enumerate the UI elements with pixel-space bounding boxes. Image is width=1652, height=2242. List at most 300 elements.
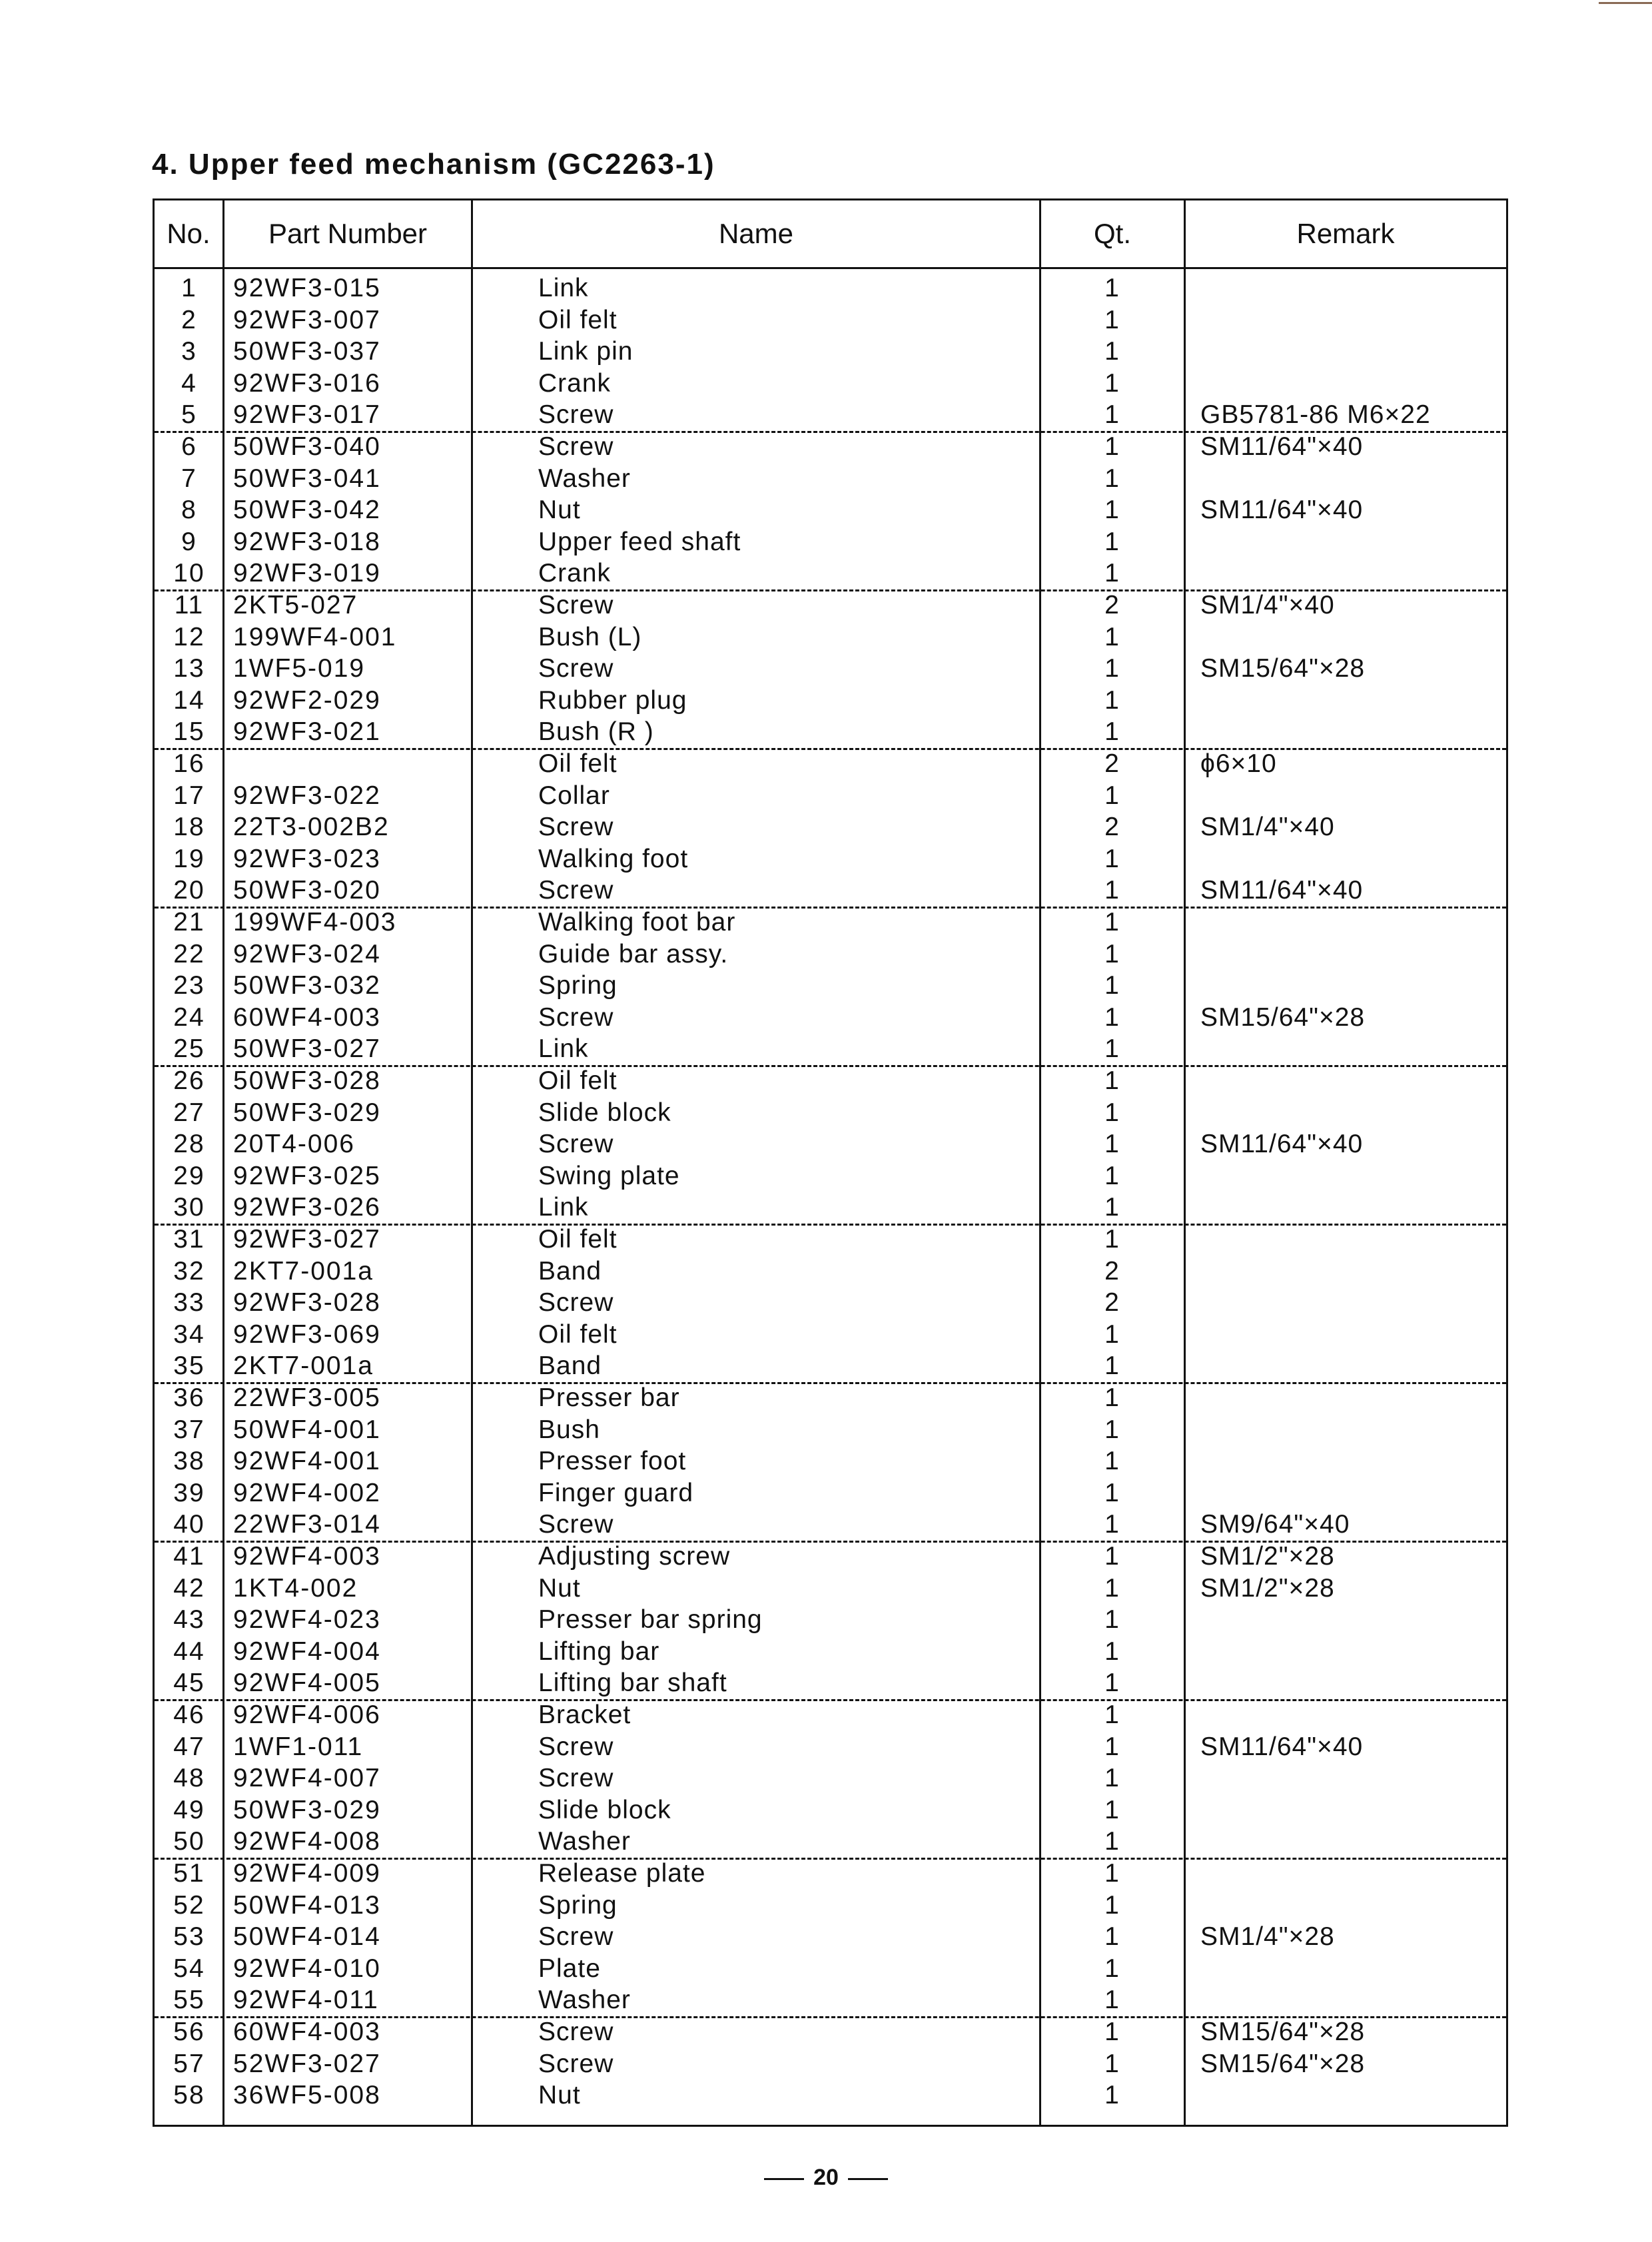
row-part-number: 92WF4-011 [233, 1986, 379, 2015]
table-row [155, 811, 1506, 843]
row-no: 23 [173, 971, 205, 1000]
row-qt: 1 [1104, 368, 1120, 398]
table-row [155, 431, 1506, 463]
row-remark: SM11/64"×40 [1200, 876, 1364, 905]
row-qt: 1 [1104, 1383, 1120, 1412]
row-qt: 1 [1104, 1922, 1120, 1952]
row-part-number: 92WF3-027 [233, 1225, 381, 1254]
row-no: 19 [173, 844, 205, 873]
row-part-number: 20T4-006 [233, 1130, 355, 1159]
row-part-number: 92WF3-018 [233, 527, 381, 556]
table-row [155, 494, 1506, 526]
table-row [155, 399, 1506, 433]
row-no: 41 [173, 1542, 205, 1571]
table-row [155, 1382, 1506, 1414]
row-no: 47 [173, 1732, 205, 1761]
row-qt: 2 [1104, 591, 1120, 619]
row-no: 58 [173, 2081, 205, 2110]
row-qt: 1 [1104, 1510, 1120, 1539]
row-no: 43 [173, 1605, 205, 1635]
row-no: 40 [173, 1510, 205, 1539]
row-no: 2 [181, 305, 197, 334]
table-row [155, 1287, 1506, 1319]
table-row [155, 1826, 1506, 1860]
row-remark: SM15/64"×28 [1200, 654, 1366, 683]
row-name: Upper feed shaft [538, 527, 741, 556]
row-name: Screw [538, 654, 614, 683]
table-row [155, 1636, 1506, 1668]
row-qt: 1 [1104, 559, 1120, 588]
row-remark: ϕ6×10 [1200, 749, 1277, 778]
row-no: 11 [174, 591, 205, 619]
row-name: Screw [538, 2049, 614, 2078]
row-no: 8 [181, 496, 197, 525]
table-row [155, 1541, 1506, 1573]
row-qt: 1 [1104, 1954, 1120, 1983]
row-no: 55 [173, 1986, 205, 2015]
row-name: Oil felt [538, 1066, 618, 1095]
row-qt: 1 [1104, 654, 1120, 683]
row-no: 42 [173, 1573, 205, 1603]
row-qt: 1 [1104, 1415, 1120, 1444]
table-row [155, 1065, 1506, 1097]
table-row [155, 336, 1506, 368]
row-name: Band [538, 1256, 602, 1286]
table-row [155, 1699, 1506, 1731]
row-name: Screw [538, 813, 614, 842]
row-part-number: 92WF4-004 [233, 1637, 381, 1666]
row-no: 1 [181, 274, 197, 302]
section-title: 4. Upper feed mechanism (GC2263-1) [152, 148, 715, 181]
row-qt: 1 [1104, 1447, 1120, 1476]
row-name: Link [538, 274, 589, 302]
table-row [155, 272, 1506, 304]
row-qt: 1 [1104, 908, 1120, 936]
row-qt: 1 [1104, 1637, 1120, 1666]
row-name: Nut [538, 2081, 581, 2110]
row-qt: 1 [1104, 1890, 1120, 1920]
row-remark: SM11/64"×40 [1200, 1130, 1364, 1159]
row-part-number: 2KT7-001a [233, 1351, 374, 1381]
table-row [155, 1890, 1506, 1922]
row-part-number: 199WF4-003 [233, 908, 397, 936]
row-part-number: 50WF3-027 [233, 1034, 381, 1064]
table-row [155, 1477, 1506, 1509]
row-name: Bush [538, 1415, 600, 1444]
row-part-number: 50WF3-041 [233, 464, 381, 493]
row-name: Walking foot [538, 844, 689, 873]
row-qt: 1 [1104, 1764, 1120, 1793]
row-part-number: 50WF3-037 [233, 337, 381, 366]
table-row [155, 1509, 1506, 1543]
row-remark: SM11/64"×40 [1200, 432, 1364, 461]
row-no: 3 [181, 337, 197, 366]
row-part-number: 92WF4-009 [233, 1859, 381, 1888]
row-name: Bush (R ) [538, 717, 654, 747]
table-header [155, 200, 1506, 269]
table-row [155, 1445, 1506, 1477]
row-name: Presser bar spring [538, 1605, 763, 1635]
table-row [155, 970, 1506, 1002]
row-part-number: 50WF3-029 [233, 1098, 381, 1127]
table-row [155, 589, 1506, 621]
header-no: No. [167, 218, 210, 249]
row-no: 22 [173, 939, 205, 968]
table-row [155, 1033, 1506, 1067]
row-qt: 1 [1104, 1034, 1120, 1064]
row-name: Band [538, 1351, 602, 1381]
table-row [155, 1128, 1506, 1160]
row-no: 44 [173, 1637, 205, 1666]
row-name: Bracket [538, 1700, 631, 1729]
row-qt: 1 [1104, 622, 1120, 651]
row-qt: 1 [1104, 1002, 1120, 1032]
row-qt: 2 [1104, 1288, 1120, 1317]
row-no: 6 [181, 432, 197, 461]
row-remark: SM15/64"×28 [1200, 2018, 1366, 2046]
row-part-number: 22WF3-014 [233, 1510, 381, 1539]
header-name: Name [718, 218, 794, 249]
header-part-number: Part Number [268, 218, 428, 249]
row-qt: 1 [1104, 781, 1120, 810]
table-row [155, 1573, 1506, 1605]
row-no: 28 [173, 1130, 205, 1159]
table-row [155, 368, 1506, 400]
row-name: Nut [538, 1573, 581, 1603]
row-part-number: 92WF4-002 [233, 1478, 381, 1507]
header-remark: Remark [1296, 218, 1395, 249]
table-row [155, 1731, 1506, 1763]
row-no: 49 [173, 1795, 205, 1824]
row-no: 4 [181, 368, 197, 398]
row-qt: 1 [1104, 274, 1120, 302]
row-name: Adjusting screw [538, 1542, 731, 1571]
row-part-number: 50WF3-032 [233, 971, 381, 1000]
row-name: Link pin [538, 337, 633, 366]
row-part-number: 92WF3-022 [233, 781, 381, 810]
row-remark: SM15/64"×28 [1200, 2049, 1366, 2078]
row-part-number: 60WF4-003 [233, 1002, 381, 1032]
row-name: Slide block [538, 1795, 671, 1824]
row-qt: 1 [1104, 1161, 1120, 1190]
table-row [155, 1667, 1506, 1701]
row-remark: GB5781-86 M6×22 [1200, 400, 1431, 430]
row-no: 13 [173, 654, 205, 683]
table-row [155, 304, 1506, 336]
table-row [155, 716, 1506, 750]
row-qt: 1 [1104, 844, 1120, 873]
table-row [155, 1858, 1506, 1890]
table-row [155, 1984, 1506, 2018]
row-part-number: 92WF3-017 [233, 400, 381, 430]
row-no: 52 [173, 1890, 205, 1920]
row-name: Link [538, 1193, 589, 1222]
row-name: Screw [538, 2018, 614, 2046]
row-name: Screw [538, 400, 614, 430]
row-remark: SM15/64"×28 [1200, 1002, 1366, 1032]
row-part-number: 92WF3-019 [233, 559, 381, 588]
row-part-number: 92WF3-025 [233, 1161, 381, 1190]
row-part-number: 1WF5-019 [233, 654, 366, 683]
row-part-number: 92WF3-026 [233, 1193, 381, 1222]
table-row [155, 1953, 1506, 1985]
row-name: Presser foot [538, 1447, 687, 1476]
row-part-number: 2KT5-027 [233, 591, 358, 619]
row-part-number: 92WF4-008 [233, 1827, 381, 1856]
table-row [155, 1002, 1506, 1034]
table-row [155, 1921, 1506, 1953]
row-qt: 1 [1104, 1986, 1120, 2015]
row-part-number: 50WF3-020 [233, 876, 381, 905]
row-part-number: 2KT7-001a [233, 1256, 374, 1286]
table-row [155, 1414, 1506, 1446]
row-no: 7 [181, 464, 197, 493]
table-row [155, 558, 1506, 591]
row-name: Lifting bar shaft [538, 1669, 727, 1698]
row-part-number: 50WF4-014 [233, 1922, 381, 1952]
row-qt: 1 [1104, 1605, 1120, 1635]
row-name: Slide block [538, 1098, 671, 1127]
row-no: 34 [173, 1319, 205, 1349]
row-name: Washer [538, 1827, 631, 1856]
row-qt: 1 [1104, 1478, 1120, 1507]
row-no: 5 [181, 400, 197, 430]
row-remark: SM1/2"×28 [1200, 1573, 1335, 1603]
row-part-number: 52WF3-027 [233, 2049, 381, 2078]
row-part-number: 92WF2-029 [233, 685, 381, 715]
row-no: 32 [173, 1256, 205, 1286]
row-no: 14 [173, 685, 205, 715]
row-part-number: 92WF3-028 [233, 1288, 381, 1317]
row-qt: 1 [1104, 1732, 1120, 1761]
row-name: Screw [538, 432, 614, 461]
row-qt: 1 [1104, 2049, 1120, 2078]
row-no: 38 [173, 1447, 205, 1476]
row-part-number: 1KT4-002 [233, 1573, 358, 1603]
row-no: 30 [173, 1193, 205, 1222]
row-no: 46 [173, 1700, 205, 1729]
table-row [155, 1762, 1506, 1794]
row-part-number: 1WF1-011 [233, 1732, 364, 1761]
row-name: Spring [538, 1890, 618, 1920]
row-no: 20 [173, 876, 205, 905]
table-row [155, 1256, 1506, 1288]
row-qt: 1 [1104, 400, 1120, 430]
row-no: 15 [173, 717, 205, 747]
row-qt: 1 [1104, 432, 1120, 461]
row-qt: 1 [1104, 1225, 1120, 1254]
row-no: 51 [173, 1859, 205, 1888]
row-qt: 1 [1104, 876, 1120, 905]
row-qt: 1 [1104, 1130, 1120, 1159]
row-part-number: 50WF3-028 [233, 1066, 381, 1095]
row-name: Screw [538, 1130, 614, 1159]
table-row [155, 653, 1506, 685]
table-row [155, 2079, 1506, 2111]
row-no: 25 [173, 1034, 205, 1064]
scan-edge-mark [1599, 2, 1652, 4]
row-qt: 1 [1104, 1795, 1120, 1824]
table-row [155, 748, 1506, 780]
row-name: Guide bar assy. [538, 939, 729, 968]
table-row [155, 1604, 1506, 1636]
row-no: 29 [173, 1161, 205, 1190]
page-number-dash [848, 2178, 888, 2180]
row-name: Link [538, 1034, 589, 1064]
row-qt: 1 [1104, 305, 1120, 334]
table-row [155, 780, 1506, 812]
row-no: 36 [173, 1383, 205, 1412]
header-qt: Qt. [1093, 218, 1131, 249]
row-qt: 1 [1104, 2081, 1120, 2110]
table-row [155, 1794, 1506, 1826]
row-no: 9 [181, 527, 197, 556]
table-row [155, 907, 1506, 938]
table-row [155, 843, 1506, 875]
table-row [155, 1350, 1506, 1384]
row-qt: 2 [1104, 1256, 1120, 1286]
row-no: 37 [173, 1415, 205, 1444]
row-name: Plate [538, 1954, 601, 1983]
table-row [155, 875, 1506, 909]
row-part-number: 50WF4-001 [233, 1415, 381, 1444]
row-part-number: 92WF3-007 [233, 305, 381, 334]
page-number [0, 2165, 1652, 2191]
row-qt: 1 [1104, 2018, 1120, 2046]
row-remark: SM1/4"×40 [1200, 813, 1335, 842]
row-part-number: 92WF3-015 [233, 274, 381, 302]
table-row [155, 1319, 1506, 1351]
row-name: Screw [538, 1288, 614, 1317]
row-name: Oil felt [538, 1319, 618, 1349]
row-no: 35 [173, 1351, 205, 1381]
row-name: Screw [538, 1922, 614, 1952]
row-name: Washer [538, 1986, 631, 2015]
row-qt: 2 [1104, 749, 1120, 778]
row-qt: 1 [1104, 1351, 1120, 1381]
row-no: 10 [173, 559, 205, 588]
table-row [155, 685, 1506, 717]
row-no: 26 [173, 1066, 205, 1095]
table-row [155, 463, 1506, 495]
row-part-number: 92WF4-003 [233, 1542, 381, 1571]
row-part-number: 199WF4-001 [233, 622, 397, 651]
row-no: 12 [173, 622, 205, 651]
row-remark: SM11/64"×40 [1200, 1732, 1364, 1761]
row-no: 45 [173, 1669, 205, 1698]
row-part-number: 92WF3-024 [233, 939, 381, 968]
row-part-number: 22T3-002B2 [233, 813, 390, 842]
row-no: 16 [173, 749, 205, 778]
row-part-number: 50WF3-042 [233, 496, 381, 525]
row-part-number: 92WF3-023 [233, 844, 381, 873]
row-name: Finger guard [538, 1478, 694, 1507]
row-part-number: 22WF3-005 [233, 1383, 381, 1412]
page-number-dash [764, 2178, 804, 2180]
table-row [155, 938, 1506, 970]
row-qt: 1 [1104, 1827, 1120, 1856]
row-no: 31 [173, 1225, 205, 1254]
row-qt: 1 [1104, 1066, 1120, 1095]
row-no: 33 [173, 1288, 205, 1317]
row-name: Swing plate [538, 1161, 680, 1190]
row-no: 54 [173, 1954, 205, 1983]
row-qt: 1 [1104, 685, 1120, 715]
row-name: Screw [538, 1732, 614, 1761]
row-name: Screw [538, 591, 614, 619]
row-name: Presser bar [538, 1383, 680, 1412]
row-remark: SM1/4"×28 [1200, 1922, 1335, 1952]
row-name: Rubber plug [538, 685, 687, 715]
row-part-number: 92WF3-021 [233, 717, 381, 747]
table-row [155, 621, 1506, 653]
table-row [155, 1224, 1506, 1256]
row-no: 53 [173, 1922, 205, 1952]
row-no: 39 [173, 1478, 205, 1507]
row-qt: 1 [1104, 1193, 1120, 1222]
table-row [155, 2016, 1506, 2048]
row-name: Screw [538, 1002, 614, 1032]
row-part-number: 60WF4-003 [233, 2018, 381, 2046]
table-row [155, 1097, 1506, 1129]
row-qt: 1 [1104, 464, 1120, 493]
row-remark: SM1/2"×28 [1200, 1542, 1335, 1571]
parts-table [153, 198, 1508, 2127]
row-part-number: 50WF4-013 [233, 1890, 381, 1920]
row-qt: 1 [1104, 1669, 1120, 1698]
row-part-number: 36WF5-008 [233, 2081, 381, 2110]
row-qt: 1 [1104, 1319, 1120, 1349]
row-qt: 1 [1104, 527, 1120, 556]
row-part-number: 92WF4-023 [233, 1605, 381, 1635]
row-part-number: 92WF4-007 [233, 1764, 381, 1793]
row-part-number: 92WF3-069 [233, 1319, 381, 1349]
row-part-number: 92WF3-016 [233, 368, 381, 398]
row-name: Lifting bar [538, 1637, 660, 1666]
row-qt: 1 [1104, 337, 1120, 366]
row-remark: SM9/64"×40 [1200, 1510, 1350, 1539]
row-qt: 1 [1104, 971, 1120, 1000]
row-no: 24 [173, 1002, 205, 1032]
row-name: Crank [538, 559, 612, 588]
row-qt: 1 [1104, 1573, 1120, 1603]
row-name: Oil felt [538, 749, 618, 778]
row-name: Walking foot bar [538, 908, 736, 936]
row-name: Screw [538, 1510, 614, 1539]
row-part-number: 92WF4-005 [233, 1669, 381, 1698]
row-no: 56 [173, 2018, 205, 2046]
row-qt: 1 [1104, 1542, 1120, 1571]
row-qt: 1 [1104, 1700, 1120, 1729]
row-no: 21 [173, 908, 205, 936]
row-name: Crank [538, 368, 612, 398]
table-row [155, 1192, 1506, 1226]
row-name: Washer [538, 464, 631, 493]
row-name: Screw [538, 876, 614, 905]
row-name: Collar [538, 781, 610, 810]
row-qt: 1 [1104, 1859, 1120, 1888]
row-remark: SM11/64"×40 [1200, 496, 1364, 525]
row-part-number: 50WF3-040 [233, 432, 381, 461]
row-part-number: 92WF4-001 [233, 1447, 381, 1476]
row-no: 48 [173, 1764, 205, 1793]
row-no: 17 [173, 781, 205, 810]
row-no: 57 [173, 2049, 205, 2078]
table-row [155, 1160, 1506, 1192]
row-name: Spring [538, 971, 618, 1000]
row-qt: 1 [1104, 939, 1120, 968]
page-number-value: 20 [813, 2165, 839, 2190]
